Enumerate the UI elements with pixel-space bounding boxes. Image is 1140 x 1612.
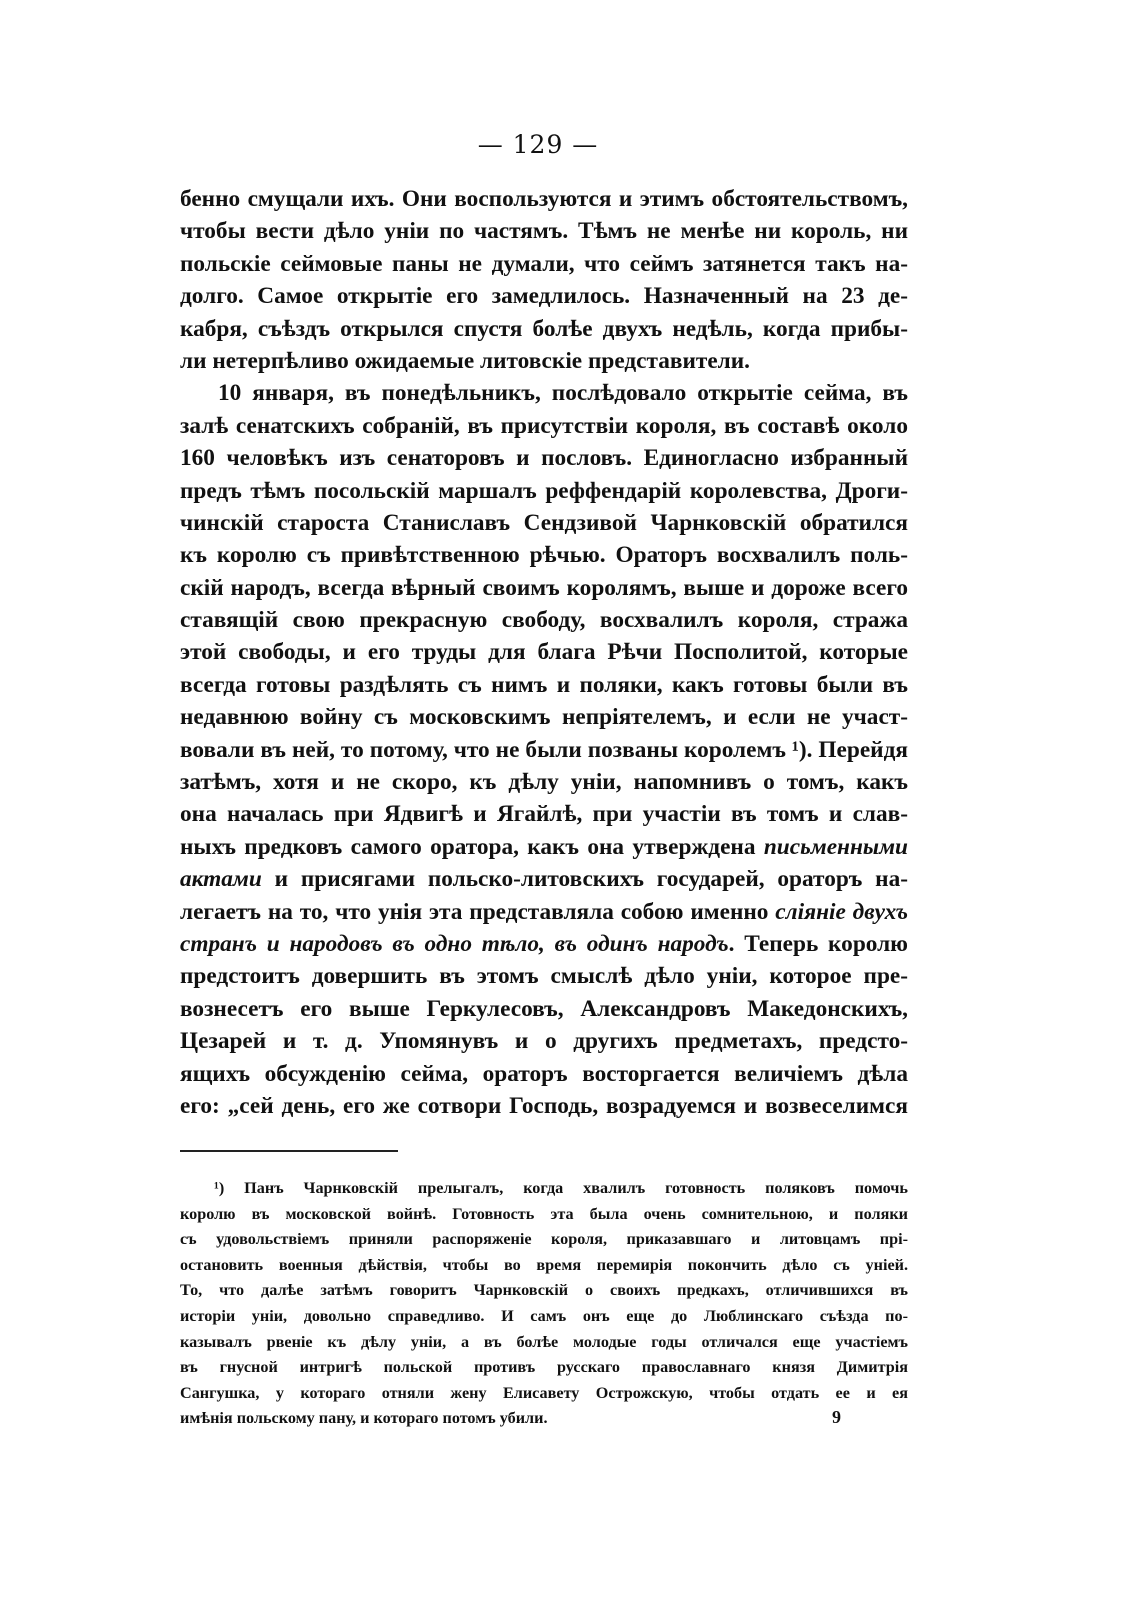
text-run: его: „сей день, его же сотвори Господь, возрадуемся и возвеселимся — [180, 1092, 908, 1119]
footnote-line: казывалъ рвеніе къ дѣлу уніи, а въ болѣе молодые годы отличался еще участіемъ — [180, 1332, 908, 1351]
text-line — [180, 183, 908, 215]
text-run: кабря, съѣздъ открылся спустя болѣе двухъ недѣль, когда прибы- — [180, 315, 908, 342]
text-line — [180, 766, 908, 798]
text-run: ли нетерпѣливо ожидаемые литовскіе представители. — [180, 347, 750, 374]
text-run: Цезарей и т. д. Упомянувъ и о другихъ предметахъ, предсто- — [180, 1028, 908, 1055]
emphasized-text: письменными — [763, 833, 908, 860]
footnote-line: въ гнусной интригѣ польской противъ русскаго православнаго князя Димитрія — [180, 1358, 908, 1377]
text-line — [180, 313, 908, 345]
text-run: этой свободы, и его труды для блага Рѣчи Посполитой, которые — [180, 639, 908, 666]
footnote-line: Сангушка, у котораго отняли жену Елисавету Острожскую, чтобы отдать ее и ея — [180, 1383, 908, 1402]
text-run: она началась при Ядвигѣ и Ягайлѣ, при участіи въ томъ и слав- — [180, 801, 908, 828]
text-line — [180, 345, 908, 377]
text-run: бенно смущали ихъ. Они воспользуются и этимъ обстоятельствомъ, — [180, 186, 908, 212]
text-line — [180, 993, 908, 1025]
page-number: — 129 — — [477, 130, 599, 159]
text-line — [180, 960, 908, 992]
text-run: 10 января, въ понедѣльникъ, послѣдовало открытіе сейма, въ — [218, 380, 908, 407]
text-run: залѣ сенатскихъ собраній, въ присутствіи короля, въ составѣ около — [180, 412, 908, 439]
text-run: вознесетъ его выше Геркулесовъ, Александровъ Македонскихъ, — [180, 995, 908, 1022]
text-line — [180, 248, 908, 280]
text-line — [180, 377, 908, 409]
main-text — [180, 183, 908, 1122]
footnote-line: ¹) Панъ Чарнковскій прелыгалъ, когда хвалилъ готовность поляковъ помочь — [214, 1179, 908, 1197]
text-line — [180, 1090, 908, 1122]
footnote-line: То, что далѣе затѣмъ говоритъ Чарнковскій о своихъ предкахъ, отличившихся въ — [180, 1281, 908, 1300]
signature-mark: 9 — [832, 1407, 841, 1427]
text-run: ныхъ предковъ самого оратора, какъ она утверждена — [180, 833, 764, 860]
text-run: предъ тѣмъ посольскій маршалъ реффендарій королевства, Дроги- — [180, 477, 908, 504]
text-run: ставящій свою прекрасную свободу, восхвалилъ короля, стража — [180, 607, 908, 634]
text-line — [180, 215, 908, 247]
footnote-line: остановить военныя дѣйствія, чтобы во время перемирія покончить дѣло съ уніей. — [180, 1255, 908, 1274]
footnote-line: исторіи уніи, довольно справедливо. И самъ онъ еще до Люблинскаго съѣзда по- — [180, 1306, 908, 1325]
footnote-line: королю въ московской войнѣ. Готовность эта была очень сомнительною, и поляки — [180, 1204, 908, 1223]
text-line — [180, 896, 908, 928]
text-line — [180, 734, 908, 766]
text-run: и присягами польско-литовскихъ государей, ораторъ на- — [261, 866, 908, 893]
text-run: . Теперь королю — [728, 930, 908, 957]
text-line — [180, 539, 908, 571]
footnote-separator — [180, 1150, 398, 1152]
text-run: всегда готовы раздѣлять съ нимъ и поляки, какъ готовы были въ — [180, 671, 908, 698]
text-line — [180, 863, 908, 895]
text-line — [180, 831, 908, 863]
footnote-line: съ удовольствіемъ приняли распоряженіе короля, приказавшаго и литовцамъ прі- — [180, 1230, 908, 1249]
text-line — [180, 410, 908, 442]
text-run: затѣмъ, хотя и не скоро, къ дѣлу уніи, напомнивъ о томъ, какъ — [180, 769, 908, 796]
text-run: чинскій староста Станиславъ Сендзивой Чарнковскій обратился — [180, 509, 908, 536]
text-line — [180, 798, 908, 830]
text-run: польскіе сеймовые паны не думали, что сеймъ затянется такъ на- — [180, 250, 908, 277]
emphasized-text: сліяніе двухъ — [775, 898, 908, 925]
text-run: чтобы вести дѣло уніи по частямъ. Тѣмъ не менѣе ни король, ни — [180, 218, 908, 245]
text-line — [180, 475, 908, 507]
text-line — [180, 928, 908, 960]
text-run: скій народъ, всегда вѣрный своимъ королямъ, выше и дороже всего — [180, 574, 908, 601]
text-run: ящихъ обсужденію сейма, ораторъ восторгается величіемъ дѣла — [180, 1060, 908, 1087]
text-line — [180, 572, 908, 604]
emphasized-text: странъ и народовъ въ одно тѣло, въ одинъ народъ — [180, 930, 729, 957]
text-line — [180, 280, 908, 312]
text-line — [180, 669, 908, 701]
text-run: легаетъ на то, что унія эта представляла собою именно — [180, 898, 776, 925]
text-run: недавнюю войну съ московскимъ непріятелемъ, и если не участ- — [180, 704, 908, 731]
text-run: 160 человѣкъ изъ сенаторовъ и пословъ. Единогласно избранный — [180, 445, 908, 472]
text-line — [180, 1058, 908, 1090]
text-line — [180, 604, 908, 636]
text-line — [180, 636, 908, 668]
footnote-line: имѣнія польскому пану, и котораго потомъ убили. — [180, 1409, 548, 1428]
text-line — [180, 701, 908, 733]
footnote — [180, 1176, 908, 1432]
text-run: долго. Самое открытіе его замедлилось. Назначенный на 23 де- — [180, 283, 908, 310]
text-line — [180, 1025, 908, 1057]
text-run: къ королю съ привѣтственною рѣчью. Ораторъ восхвалилъ поль- — [180, 542, 908, 569]
text-line — [180, 507, 908, 539]
emphasized-text: актами — [180, 866, 262, 893]
text-run: вовали въ ней, то потому, что не были позваны королемъ ¹). Перейдя — [180, 736, 908, 763]
text-run: предстоитъ довершить въ этомъ смыслѣ дѣло уніи, которое пре- — [180, 963, 908, 990]
text-line — [180, 442, 908, 474]
